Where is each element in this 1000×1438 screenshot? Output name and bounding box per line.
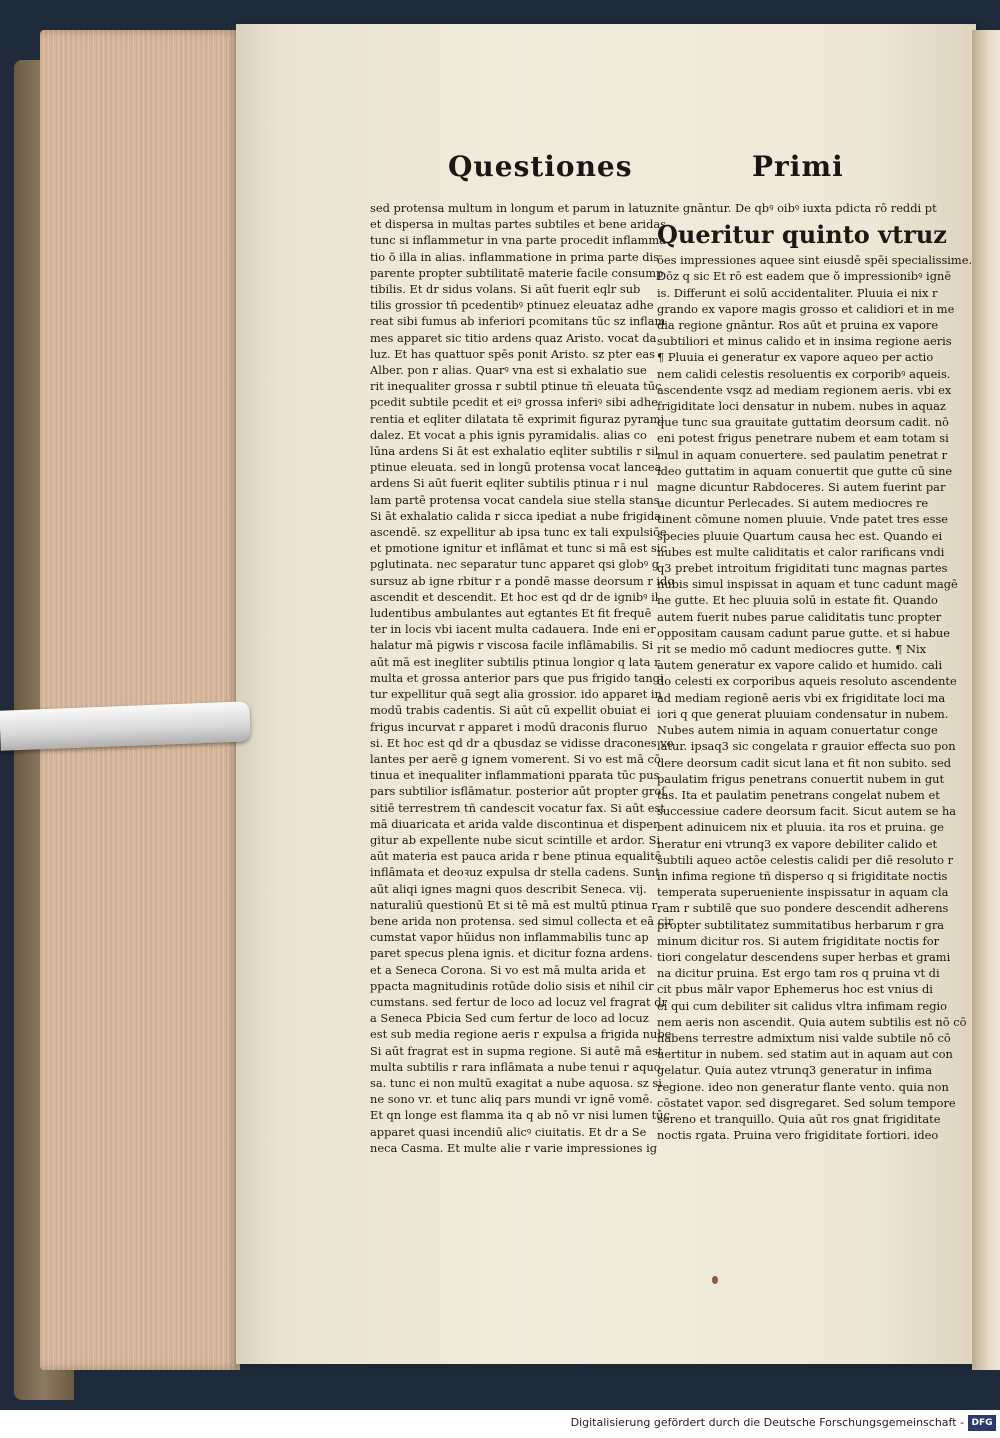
text-line: ideo guttatim in aquam conuertit que gutte cū sine [657,463,953,478]
recto-page-edge [972,30,1000,1370]
text-line: ascendente vsqz ad mediam regionem aeris. vbi ex [657,382,952,397]
text-line: tibilis. Et dr sidus volans. Si aūt fuerit eqlr sub [370,282,641,297]
text-line: dia regione gnāntur. Ros aūt et pruina ex vapore [657,318,939,333]
text-line: subtiliori et minus calido et in insima regione aeris [657,334,952,349]
text-line: et dispersa in multas partes subtiles et bene aridas [370,217,667,232]
text-line: gelatur. Quia autez vtrunq3 generatur in infima [657,1063,932,1078]
text-line: uertitur in nubem. sed statim aut in aquam aut con [657,1047,953,1062]
text-line: luz. Et has quattuor spēs ponit Aristo. sz pter eas [370,346,655,361]
text-line: magne dicuntur Rabdoceres. Si autem fuerint par [657,480,946,495]
text-line: ad mediam regionē aeris vbi ex frigiditate loci ma [657,690,946,705]
text-line: lam partē protensa vocat candela siue stella stans. [370,492,664,507]
text-line: ppacta magnitudinis rotūde dolio sisis et nihil cir [370,978,654,993]
text-line: ne gutte. Et hec pluuia solū in estate fit. Quando [657,593,938,608]
text-line: rentia et eqliter dilatata tē exprimit figuraz pyrami [370,411,665,426]
text-line: sa. tunc ei non multū exagitat a nube aquosa. sz si [370,1075,662,1090]
text-line: nem calidi celestis resoluentis ex corporibꝰ aqueis. [657,366,951,381]
text-line: habens terrestre admixtum nisi valde subtile nō cō [657,1030,951,1045]
text-line: nem aeris non ascendit. Quia autem subtilis est nō cō [657,1014,967,1029]
text-line: in infima regione tñ disperso q si frigiditate noctis [657,868,948,883]
text-line: tilis grossior tñ pcedentibꝰ ptinuez eleuataz adhe [370,298,654,313]
text-line: ter in locis vbi iacent multa cadauera. Inde eni er [370,622,656,637]
text-line: inflāmata et deoꝛuz expulsa dr stella cadens. Sunt [370,865,660,880]
text-line: multa et grossa anterior pars que pus frigido tangi [370,670,664,685]
text-line: ue dicuntur Perlecades. Si autem mediocres re [657,496,929,511]
text-line: dere deorsum cadit sicut lana et fit non subito. sed [657,755,952,770]
text-line: bent adinuicem nix et pluuia. ita ros et pruina. ge [657,820,944,835]
text-line: tiori congelatur descendens super herbas et grami [657,949,951,964]
text-line: noctis rgata. Pruina vero frigiditate fortiori. ideo [657,1128,939,1143]
text-line: Si āt exhalatio calida r sicca ipediat a nube frigida [370,508,662,523]
text-line: gitur ab expellente nube sicut scintille et ardor. Si [370,832,661,847]
text-line: autem generatur ex vapore calido et humido. cali [657,658,943,673]
text-line: latur. ipsaq3 sic congelata r grauior effecta suo pon [657,739,956,754]
text-line: tinent cōmune nomen pluuie. Vnde patet tres esse [657,512,949,527]
text-line: et a Seneca Corona. Si vo est mā multa arida et [370,962,646,977]
dfg-logo: DFG [968,1415,996,1431]
text-line: paret specus plena ignis. et dicitur fozna ardens. [370,946,653,961]
text-line: Alber. pon r alias. Quarꝰ vna est si exhalatio sue [370,363,647,378]
text-line: mul in aquam conuertere. sed paulatim penetrat r [657,447,948,462]
text-line: frigiditate loci densatur in nubem. nubes in aquaz [657,399,946,414]
text-line: sed protensa multum in longum et parum in latuz [370,201,657,215]
text-line: ptinue eleuata. sed in longū protensa vocat lancea [370,460,662,475]
text-line: iori q que generat pluuiam condensatur in nubem. [657,706,949,721]
text-line: ram r subtilē que suo pondere descendit adherens [657,901,949,916]
text-line: nubis simul inspissat in aquam et tunc cadunt magē [657,577,958,592]
page-edges [40,30,240,1370]
text-line: paulatim frigus penetrans conuertit nubem in gut [657,771,945,786]
funding-credit: Digitalisierung gefördert durch die Deutsche Forschungsgemeinschaft - [570,1416,964,1429]
running-head-right: Primi [752,150,844,183]
text-line: tio ŏ illa in alias. inflammatione in prima parte dis [370,249,660,264]
text-line: reat sibi fumus ab inferiori pcomitans tūc sz inflam [370,314,666,329]
text-line: sereno et tranquillo. Quia aūt ros gnat frigiditate [657,1111,941,1126]
text-line: subtili aqueo actōe celestis calidi per diē resoluto r [657,852,954,867]
text-line: eni potest frigus penetrare nubem et eam totam si [657,431,949,446]
text-line: lantes per aerē g ignem vomerent. Si vo est mā cō [370,751,661,766]
text-line: a Seneca Pbicia Sed cum fertur de loco ad locuz [370,1011,649,1026]
text-line: cōstatet vapor. sed disgregaret. Sed solum tempore [657,1095,956,1110]
text-line: ei qui cum debiliter sit calidus vltra infimam regio [657,998,947,1013]
text-line: mā diuaricata et arida valde discontinua et disper [370,816,659,831]
text-line: propter subtilitatez summitatibus herbarum r gra [657,917,945,932]
text-line: multa subtilis r rara inflāmata a nube tenui r aquo [370,1059,661,1074]
text-line: minum dicitur ros. Si autem frigiditate noctis for [657,933,940,948]
text-column-right-body [657,252,973,1143]
text-line: ¶ Pluuia ei generatur ex vapore aqueo per actio [657,350,934,365]
text-line: et pmotione ignitur et inflāmat et tunc si mā est sic [370,541,667,556]
text-line: grando ex vapore magis grosso et calidiori et in me [657,301,955,316]
text-line: bene arida non protensa. sed simul collecta et eā cir [370,913,674,928]
text-line: sursuz ab igne rbitur r a pondē masse deorsum r ido [370,573,675,588]
text-line: pglutinata. nec separatur tunc apparet qsi globꝰ g [370,557,660,572]
text-line: pars subtilior isflāmatur. posterior aūt propter groſ [370,784,666,799]
text-line: rit se medio mō cadunt mediocres gutte. ¶ Nix [657,642,927,657]
text-line: rit inequaliter grossa r subtil ptinue tñ eleuata tūc [370,379,662,394]
text-line: naturaliū questionū Et si tē mā est multū ptinua r [370,897,658,912]
text-line: Et qn longe est flamma ita q ab nō vr nisi lumen tūc [370,1108,670,1123]
text-line: est sub media regione aeris r expulsa a frigida nube. [370,1027,675,1042]
text-line: pcedit subtile pcedit et eiꝰ grossa inferiꝰ sibi adhe [370,395,658,410]
text-line: frigus incurvat r apparet i modū draconis fluruo [370,719,648,734]
text-line: neca Casma. Et multe alie r varie impressiones ig [370,1140,658,1155]
text-line: cumstans. sed fertur de loco ad locuz vel fragrat dr [370,994,667,1009]
text-line: tinua et inequaliter inflammationi pparata tūc pus [370,768,660,783]
text-line: mes apparet sic titio ardens quaz Aristo. vocat da [370,330,657,345]
text-line: q3 prebet introitum frigiditati tunc magnas partes [657,561,948,576]
text-line: cit pbus mālr vapor Ephemerus hoc est vnius di [657,982,933,997]
text-line: Dōz q sic Et rō est eadem que ŏ impressionibꝰ ignē [657,269,952,284]
question-heading: Queritur quinto vtruz [657,220,947,250]
text-line: nubes est multe caliditatis et calor rarificans vndi [657,544,945,559]
text-line: ascendit et descendit. Et hoc est qd dr de ignibꝰ il [370,589,659,604]
text-line: ōes impressiones aquee sint eiusdē spēi specialissime. [657,253,973,268]
text-line: modū trabis cadentis. Si aūt cū expellit obuiat ei [370,703,651,718]
text-line: aūt materia est pauca arida r bene ptinua equalitē [370,849,662,864]
running-head-left: Questiones [448,150,633,183]
text-line: is. Differunt ei solū accidentaliter. Pluuia ei nix r [657,285,938,300]
text-line: que tunc sua grauitate guttatim deorsum cadit. nō [657,415,949,430]
text-line: na dicitur pruina. Est ergo tam ros q pruina vt di [657,966,940,981]
text-line: species pluuie Quartum causa hec est. Quando ei [657,528,943,543]
text-line: aūt aliqi ignes magni quos describit Seneca. vij. [370,881,647,896]
text-line: sitiē terrestrem tñ candescit vocatur fax. Si aūt est [370,800,665,815]
text-line: ne sono vr. et tunc aliq pars mundi vr ignē vomē. [370,1092,653,1107]
text-line: neratur eni vtrunq3 ex vapore debiliter calido et [657,836,938,851]
text-line: nite gnāntur. De qbꝰ oibꝰ iuxta pdicta rō reddi pt [657,201,937,215]
text-column-right [657,200,973,1143]
text-line: tas. Ita et paulatim penetrans congelat nubem et [657,787,940,802]
digitization-footer [0,1410,1000,1438]
text-line: tur expellitur quā segt alia grossior. ido apparet in [370,687,662,702]
text-line: ascendē. sz expellitur ab ipsa tunc ex tali expulsiōe [370,525,667,540]
text-line: Si aūt fragrat est in supma regione. Si autē mā est [370,1043,663,1058]
text-line: ardens Si aūt fuerit eqliter subtilis ptinua r i nul [370,476,649,491]
text-line: halatur mā pigwis r viscosa facile inflāmabilis. Si [370,638,654,653]
text-column-left [370,200,675,1156]
text-line: cumstat vapor hūidus non inflammabilis tunc ap [370,930,649,945]
text-line: autem fuerit nubes parue caliditatis tunc propter [657,609,942,624]
text-line: si. Et hoc est qd dr a qbusdaz se vidisse dracones vo [370,735,674,750]
text-line: tunc si inflammetur in vna parte procedit inflamma [370,233,666,248]
text-line: successiue cadere deorsum facit. Sicut autem se ha [657,804,957,819]
text-line: Nubes autem nimia in aquam conuertatur conge [657,723,938,738]
text-line: lūna ardens Si āt est exhalatio eqliter subtilis r sil [370,444,659,459]
text-line: dalez. Et vocat a phis ignis pyramidalis. alias co [370,427,647,442]
text-line: regione. ideo non generatur flante vento. quia non [657,1079,949,1094]
text-line: ludentibus ambulantes aut egtantes Et fit frequē [370,606,652,621]
text-line: apparet quasi incendiū alicꝰ ciuitatis. Et dr a Se [370,1124,647,1139]
text-line: aūt mā est inegliter subtilis ptinua longior q lata r [370,654,660,669]
text-line: oppositam causam cadunt parue gutte. et si habue [657,625,951,640]
text-line: temperata superueniente inspissatur in aquam cla [657,885,949,900]
ink-spot [712,1276,718,1284]
text-line: do celesti ex corporibus aqueis resoluto ascendente [657,674,957,689]
text-line: parente propter subtilitatē materie facile consump [370,265,664,280]
